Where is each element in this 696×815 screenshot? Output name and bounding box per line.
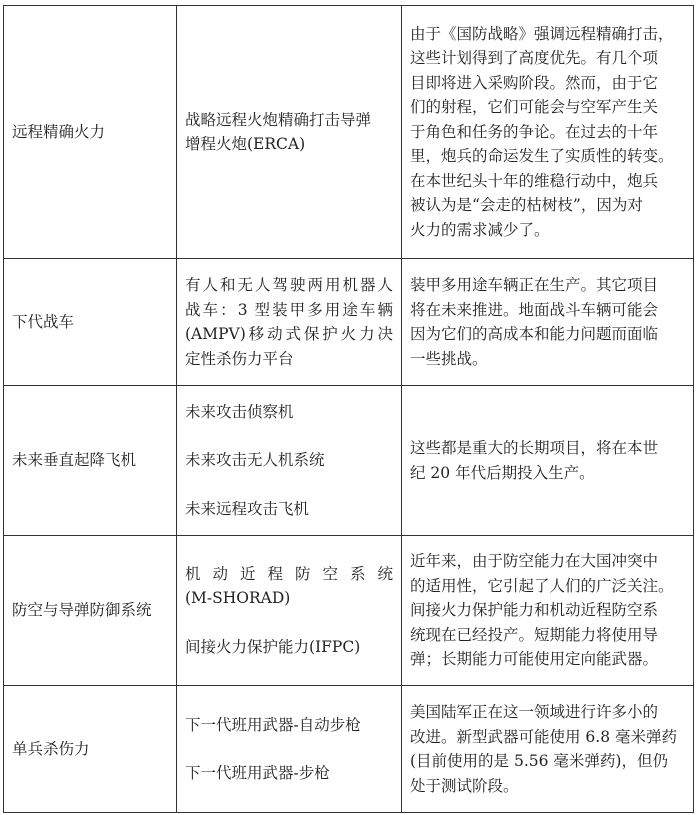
notes-cell bbox=[402, 536, 694, 686]
note-line: 处于测试阶段。 bbox=[410, 776, 519, 795]
category-label: 未来垂直起降飞机 bbox=[12, 451, 137, 470]
note-line: 统现在已经投产。短期能力将使用导 bbox=[410, 625, 659, 644]
note-line: 改进。新型武器可能使用 6.8 毫米弹药 bbox=[410, 727, 678, 746]
note-line: 里，炮兵的命运发生了实质性的转变。 bbox=[410, 147, 674, 166]
program-line: 机 动 近 程 防 空 系 统 bbox=[185, 564, 393, 583]
category-cell bbox=[4, 686, 177, 813]
table-row bbox=[4, 386, 694, 536]
programs-cell bbox=[177, 386, 402, 536]
category-label: 远程精确火力 bbox=[12, 122, 106, 141]
note-line: 将在未来推进。地面战斗车辆可能会 bbox=[410, 300, 659, 319]
category-cell bbox=[4, 536, 177, 686]
program-line: 间接火力保护能力(IFPC) bbox=[185, 637, 361, 656]
program-line: 未来攻击无人机系统 bbox=[185, 451, 325, 470]
programs-cell bbox=[177, 686, 402, 813]
note-line: 装甲多用途车辆正在生产。其它项目 bbox=[410, 276, 659, 294]
program-line: 战车：3 型装甲多用途车辆 bbox=[185, 300, 393, 319]
program-line: 下一代班用武器-自动步枪 bbox=[185, 715, 361, 734]
category-label: 防空与导弹防御系统 bbox=[12, 601, 152, 620]
notes-cell bbox=[402, 259, 694, 386]
program-line: 未来远程攻击飞机 bbox=[185, 499, 310, 518]
program-line: 定性杀伤力平台 bbox=[185, 349, 294, 368]
table-row bbox=[4, 536, 694, 686]
programs-cell bbox=[177, 259, 402, 386]
note-line: 因为它们的高成本和能力问题而面临 bbox=[410, 325, 659, 343]
category-cell bbox=[4, 259, 177, 386]
note-line: 近年来，由于防空能力在大国冲突中 bbox=[410, 552, 659, 571]
note-line: 弹；长期能力可能使用定向能武器。 bbox=[410, 650, 659, 669]
note-line: 被认为是“会走的枯树枝”，因为对 bbox=[410, 196, 643, 215]
notes-cell bbox=[402, 6, 694, 259]
note-line: 这些都是重大的长期项目，将在本世 bbox=[410, 439, 659, 457]
category-label: 单兵杀伤力 bbox=[12, 739, 90, 758]
note-line: 的适用性，它引起了人们的广泛关注。 bbox=[410, 576, 674, 595]
program-line: 下一代班用武器-步枪 bbox=[185, 764, 330, 782]
programs-table bbox=[3, 5, 694, 813]
notes-cell bbox=[402, 386, 694, 536]
note-line: 在本世纪头十年的维稳行动中，炮兵 bbox=[410, 171, 659, 190]
note-line: 一些挑战。 bbox=[410, 349, 488, 368]
table-row bbox=[4, 6, 694, 259]
program-line: (AMPV)移动式保护火力决 bbox=[185, 325, 393, 343]
note-line: 间接火力保护能力和机动近程防空系 bbox=[410, 601, 659, 620]
program-line: 未来攻击侦察机 bbox=[185, 402, 294, 421]
table-row bbox=[4, 259, 694, 386]
note-line: 于角色和任务的争论。在过去的十年 bbox=[410, 122, 659, 141]
note-line: 纪 20 年代后期投入生产。 bbox=[410, 463, 595, 482]
note-line: 们的射程，它们可能会与空军产生关 bbox=[410, 98, 659, 117]
note-line: 由于《国防战略》强调远程精确打击， bbox=[410, 24, 674, 43]
note-line: 火力的需求减少了。 bbox=[410, 220, 550, 239]
category-cell bbox=[4, 386, 177, 536]
program-line: (M-SHORAD) bbox=[185, 589, 291, 608]
program-line: 有人和无人驾驶两用机器人 bbox=[185, 276, 393, 294]
program-line: 战略远程火炮精确打击导弹 bbox=[185, 110, 372, 129]
category-label: 下代战车 bbox=[12, 312, 75, 331]
note-line: 这些计划得到了高度优先。有几个项 bbox=[410, 49, 659, 68]
note-line: 美国陆军正在这一领域进行许多小的 bbox=[410, 703, 659, 721]
programs-cell bbox=[177, 536, 402, 686]
programs-cell bbox=[177, 6, 402, 259]
table-row bbox=[4, 686, 694, 813]
notes-cell bbox=[402, 686, 694, 813]
note-line: (目前使用的是 5.56 毫米弹药)，但仍 bbox=[410, 752, 668, 770]
note-line: 目即将进入采购阶段。然而，由于它 bbox=[410, 73, 659, 92]
category-cell bbox=[4, 6, 177, 259]
program-line: 增程火炮(ERCA) bbox=[185, 135, 306, 153]
